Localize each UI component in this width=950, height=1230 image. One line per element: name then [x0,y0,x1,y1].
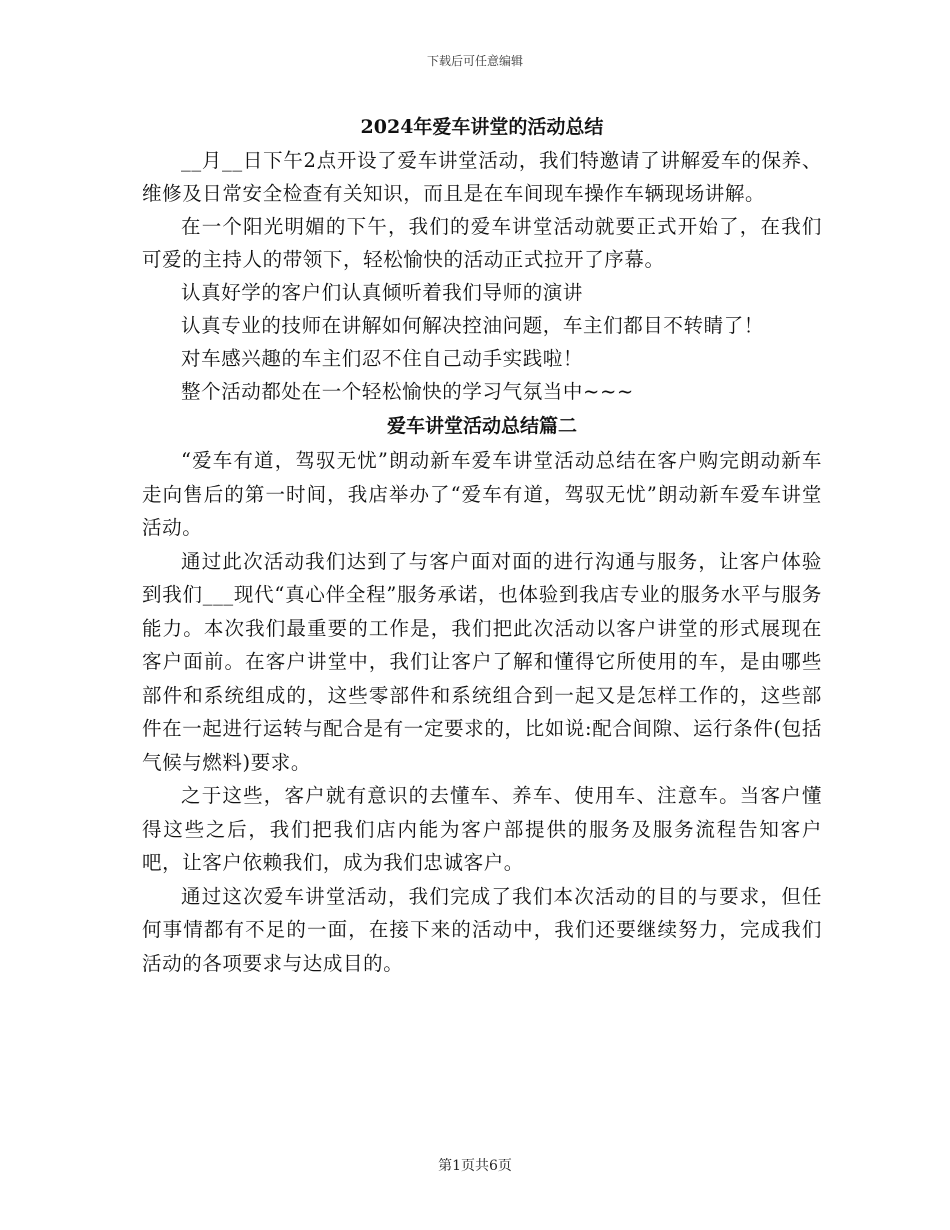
section-2-paragraph-3: 之于这些，客户就有意识的去懂车、养车、使用车、注意车。当客户懂得这些之后，我们把我们店内能为客户部提供的服务及服务流程告知客户吧，让客户依赖我们，成为我们忠诚客户。 [142,784,822,874]
section-2-paragraph-2: 通过此次活动我们达到了与客户面对面的进行沟通与服务，让客户体验到我们___现代“真心伴全程”服务承诺，也体验到我店专业的服务水平与服务能力。本次我们最重要的工作是，我们把此次活动以客户讲堂的形式展现在客户面前。在客户讲堂中，我们让客户了解和懂得它所使用的车，是由哪些部件和系统组成的，这些零部件和系统组合到一起又是怎样工作的，这些部件在一起进行运转与配合是有一定要求的，比如说:配合间隙、运行条件(包括气候与燃料)要求。 [142,549,822,774]
paragraph-1: __月__日下午2点开设了爱车讲堂活动，我们特邀请了讲解爱车的保养、维修及日常安全检查有关知识，而且是在车间现车操作车辆现场讲解。 [142,149,822,205]
paragraph-2: 在一个阳光明媚的下午，我们的爱车讲堂活动就要正式开始了，在我们可爱的主持人的带领下，轻松愉快的活动正式拉开了序幕。 [142,215,822,271]
paragraph-6: 整个活动都处在一个轻松愉快的学习气氛当中~~~ [181,380,634,403]
document-body [142,110,822,980]
document-title: 2024年爱车讲堂的活动总结 [360,116,604,138]
section-2-title: 爱车讲堂活动总结篇二 [386,415,577,437]
paragraph-4: 认真专业的技师在讲解如何解决控油问题，车主们都目不转睛了！ [181,314,764,337]
page-header-note: 下载后可任意编辑 [426,54,523,68]
page-number: 第1页共6页 [438,1158,512,1174]
paragraph-3: 认真好学的客户们认真倾听着我们导师的演讲 [181,281,584,304]
section-2-paragraph-4: 通过这次爱车讲堂活动，我们完成了我们本次活动的目的与要求，但任何事情都有不足的一面，在接下来的活动中，我们还要继续努力，完成我们活动的各项要求与达成目的。 [142,884,822,975]
section-2-paragraph-1: “爱车有道，驾驭无忧”朗动新车爱车讲堂活动总结在客户购完朗动新车走向售后的第一时间，我店举办了“爱车有道，驾驭无忧”朗动新车爱车讲堂活动。 [142,449,822,539]
paragraph-5: 对车感兴趣的车主们忍不住自己动手实践啦！ [181,347,584,370]
